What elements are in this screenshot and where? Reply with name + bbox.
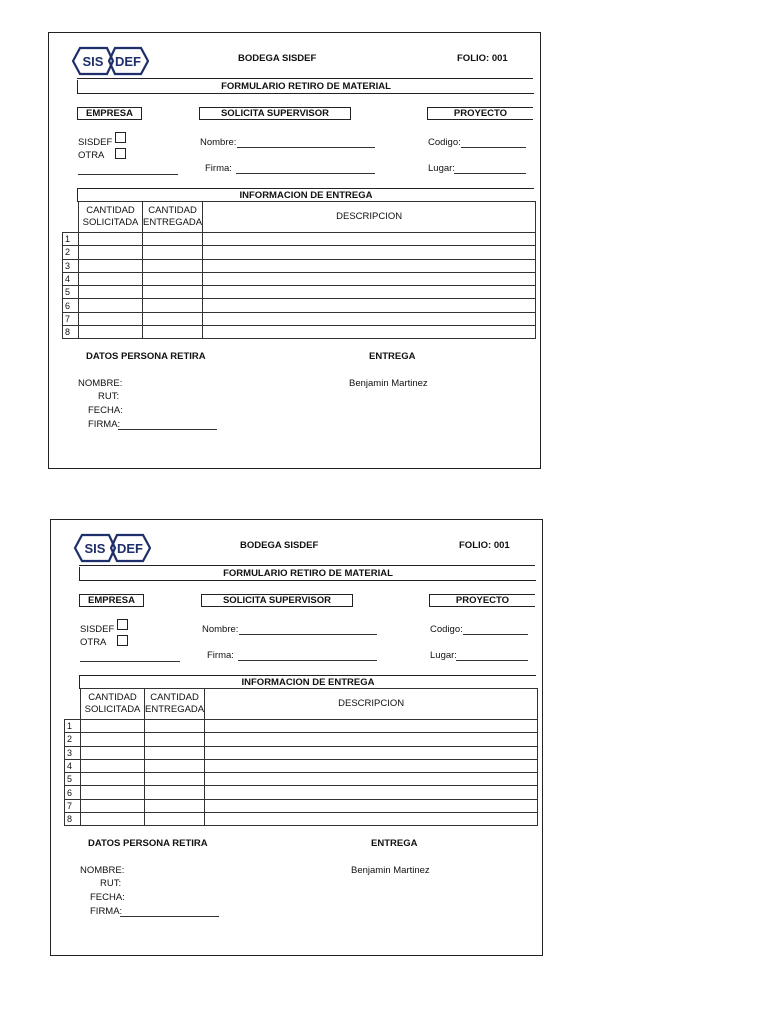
page-title: BODEGA SISDEF (240, 540, 319, 551)
row-number: 4 (63, 272, 79, 285)
retira-firma-label: FIRMA: (90, 906, 123, 917)
table-row (65, 799, 538, 812)
descripcion-cell[interactable] (203, 326, 536, 339)
header-divider (77, 78, 533, 79)
table-row (65, 733, 538, 746)
subtitle-bar (77, 80, 534, 94)
sisdef-checkbox[interactable] (115, 132, 126, 143)
row-number: 3 (63, 259, 79, 272)
delivery-title: INFORMACION DE ENTREGA (241, 677, 375, 688)
page-title: BODEGA SISDEF (238, 53, 317, 64)
cantidad-entregada-cell[interactable] (145, 759, 205, 772)
descripcion-cell[interactable] (203, 312, 536, 325)
col-cantidad-solicitada: CANTIDAD SOLICITADA (81, 689, 145, 720)
delivery-title: INFORMACION DE ENTREGA (239, 190, 373, 201)
descripcion-cell[interactable] (205, 773, 538, 786)
col-descripcion: DESCRIPCION (203, 202, 536, 233)
option-otra-label: OTRA (80, 637, 107, 648)
retira-firma-field[interactable] (118, 429, 217, 430)
option-otra-label: OTRA (78, 150, 105, 161)
retira-rut-label: RUT: (100, 878, 122, 889)
cantidad-entregada-cell[interactable] (145, 733, 205, 746)
cantidad-solicitada-cell[interactable] (79, 312, 143, 325)
material-withdrawal-form-1 (48, 32, 541, 469)
row-number: 4 (65, 759, 81, 772)
col-cantidad-solicitada: CANTIDAD SOLICITADA (79, 202, 143, 233)
row-number: 1 (65, 720, 81, 733)
sisdef-checkbox[interactable] (117, 619, 128, 630)
other-company-field[interactable] (78, 174, 178, 175)
cantidad-entregada-cell[interactable] (145, 746, 205, 759)
firma-label: Firma: (205, 163, 232, 174)
retira-firma-label: FIRMA: (88, 419, 121, 430)
cantidad-entregada-cell[interactable] (145, 773, 205, 786)
cantidad-entregada-cell[interactable] (145, 786, 205, 799)
row-number: 8 (65, 813, 81, 826)
lugar-field[interactable] (454, 173, 526, 174)
col-cantidad-entregada: CANTIDAD ENTREGADA (145, 689, 205, 720)
retira-rut-label: RUT: (98, 391, 120, 402)
row-number: 8 (63, 326, 79, 339)
row-number: 2 (65, 733, 81, 746)
retira-nombre-label: NOMBRE: (80, 865, 125, 876)
form-subtitle: FORMULARIO RETIRO DE MATERIAL (223, 568, 393, 579)
cantidad-solicitada-cell[interactable] (81, 759, 145, 772)
row-number-header (63, 202, 79, 233)
cantidad-solicitada-cell[interactable] (81, 786, 145, 799)
cantidad-solicitada-cell[interactable] (79, 246, 143, 259)
cantidad-entregada-cell[interactable] (145, 799, 205, 812)
descripcion-cell[interactable] (205, 733, 538, 746)
cantidad-solicitada-cell[interactable] (81, 799, 145, 812)
cantidad-solicitada-cell[interactable] (79, 326, 143, 339)
row-number: 2 (63, 246, 79, 259)
table-header-row (65, 689, 538, 720)
option-sisdef-label: SISDEF (78, 137, 113, 148)
cantidad-solicitada-cell[interactable] (79, 259, 143, 272)
table-row (63, 272, 536, 285)
delivery-title-bar (79, 675, 536, 689)
cantidad-entregada-cell[interactable] (143, 259, 203, 272)
table-row (63, 259, 536, 272)
cantidad-entregada-cell[interactable] (145, 813, 205, 826)
supervisor-label: SOLICITA SUPERVISOR (201, 594, 353, 607)
retira-firma-field[interactable] (120, 916, 219, 917)
firma-field[interactable] (236, 173, 375, 174)
nombre-label: Nombre: (200, 137, 237, 148)
subtitle-bar (79, 567, 536, 581)
table-header-row (63, 202, 536, 233)
cantidad-solicitada-cell[interactable] (79, 299, 143, 312)
nombre-field[interactable] (239, 634, 377, 635)
table-row (65, 786, 538, 799)
empresa-label: EMPRESA (77, 107, 142, 120)
entrega-title: ENTREGA (371, 838, 418, 849)
cantidad-entregada-cell[interactable] (143, 299, 203, 312)
cantidad-entregada-cell[interactable] (143, 233, 203, 246)
delivery-table (64, 688, 538, 826)
firma-label: Firma: (207, 650, 234, 661)
retira-fecha-label: FECHA: (88, 405, 123, 416)
cantidad-entregada-cell[interactable] (143, 312, 203, 325)
logo-right-text: DEF (115, 54, 141, 69)
other-company-field[interactable] (80, 661, 180, 662)
cantidad-entregada-cell[interactable] (143, 246, 203, 259)
proyecto-label: PROYECTO (427, 107, 533, 120)
table-row (63, 233, 536, 246)
cantidad-solicitada-cell[interactable] (81, 746, 145, 759)
supervisor-label: SOLICITA SUPERVISOR (199, 107, 351, 120)
retira-fecha-label: FECHA: (90, 892, 125, 903)
col-cantidad-entregada: CANTIDAD ENTREGADA (143, 202, 203, 233)
descripcion-cell[interactable] (205, 759, 538, 772)
descripcion-cell[interactable] (205, 746, 538, 759)
row-number: 6 (65, 786, 81, 799)
otra-checkbox[interactable] (117, 635, 128, 646)
descripcion-cell[interactable] (203, 299, 536, 312)
descripcion-cell[interactable] (203, 246, 536, 259)
descripcion-cell[interactable] (205, 786, 538, 799)
row-number: 6 (63, 299, 79, 312)
codigo-field[interactable] (461, 147, 526, 148)
entrega-name: Benjamin Martinez (351, 865, 430, 876)
table-row (65, 773, 538, 786)
sisdef-logo (71, 46, 149, 76)
descripcion-cell[interactable] (203, 286, 536, 299)
row-number: 5 (63, 286, 79, 299)
logo-left-text: SIS (84, 541, 106, 556)
descripcion-cell[interactable] (203, 259, 536, 272)
folio-number: FOLIO: 001 (459, 540, 510, 551)
option-sisdef-label: SISDEF (80, 624, 115, 635)
table-row (65, 720, 538, 733)
material-withdrawal-form-2 (50, 519, 543, 956)
cantidad-solicitada-cell[interactable] (81, 733, 145, 746)
retira-title: DATOS PERSONA RETIRA (88, 838, 208, 849)
row-number: 7 (65, 799, 81, 812)
entrega-name: Benjamin Martinez (349, 378, 428, 389)
delivery-title-bar (77, 188, 534, 202)
folio-number: FOLIO: 001 (457, 53, 508, 64)
table-body (63, 233, 536, 339)
descripcion-cell[interactable] (205, 799, 538, 812)
row-number: 7 (63, 312, 79, 325)
row-number-header (65, 689, 81, 720)
table-row (63, 326, 536, 339)
firma-field[interactable] (238, 660, 377, 661)
cantidad-entregada-cell[interactable] (143, 326, 203, 339)
form-subtitle: FORMULARIO RETIRO DE MATERIAL (221, 81, 391, 92)
cantidad-solicitada-cell[interactable] (79, 272, 143, 285)
table-row (65, 813, 538, 826)
empresa-label: EMPRESA (79, 594, 144, 607)
codigo-field[interactable] (463, 634, 528, 635)
descripcion-cell[interactable] (203, 272, 536, 285)
table-row (63, 299, 536, 312)
codigo-label: Codigo: (428, 137, 461, 148)
proyecto-label: PROYECTO (429, 594, 535, 607)
lugar-label: Lugar: (428, 163, 455, 174)
table-row (65, 746, 538, 759)
table-row (65, 759, 538, 772)
cantidad-entregada-cell[interactable] (145, 720, 205, 733)
otra-checkbox[interactable] (115, 148, 126, 159)
row-number: 1 (63, 233, 79, 246)
nombre-field[interactable] (237, 147, 375, 148)
table-row (63, 246, 536, 259)
cantidad-entregada-cell[interactable] (143, 272, 203, 285)
descripcion-cell[interactable] (205, 813, 538, 826)
sisdef-logo (73, 533, 151, 563)
entrega-title: ENTREGA (369, 351, 416, 362)
retira-title: DATOS PERSONA RETIRA (86, 351, 206, 362)
col-descripcion: DESCRIPCION (205, 689, 538, 720)
descripcion-cell[interactable] (205, 720, 538, 733)
codigo-label: Codigo: (430, 624, 463, 635)
delivery-table (62, 201, 536, 339)
table-row (63, 286, 536, 299)
lugar-label: Lugar: (430, 650, 457, 661)
cantidad-solicitada-cell[interactable] (79, 233, 143, 246)
cantidad-entregada-cell[interactable] (143, 286, 203, 299)
logo-right-text: DEF (117, 541, 143, 556)
cantidad-solicitada-cell[interactable] (79, 286, 143, 299)
descripcion-cell[interactable] (203, 233, 536, 246)
cantidad-solicitada-cell[interactable] (81, 773, 145, 786)
table-row (63, 312, 536, 325)
header-divider (79, 565, 535, 566)
row-number: 3 (65, 746, 81, 759)
lugar-field[interactable] (456, 660, 528, 661)
nombre-label: Nombre: (202, 624, 239, 635)
row-number: 5 (65, 773, 81, 786)
cantidad-solicitada-cell[interactable] (81, 720, 145, 733)
cantidad-solicitada-cell[interactable] (81, 813, 145, 826)
retira-nombre-label: NOMBRE: (78, 378, 123, 389)
table-body (65, 720, 538, 826)
logo-left-text: SIS (82, 54, 104, 69)
